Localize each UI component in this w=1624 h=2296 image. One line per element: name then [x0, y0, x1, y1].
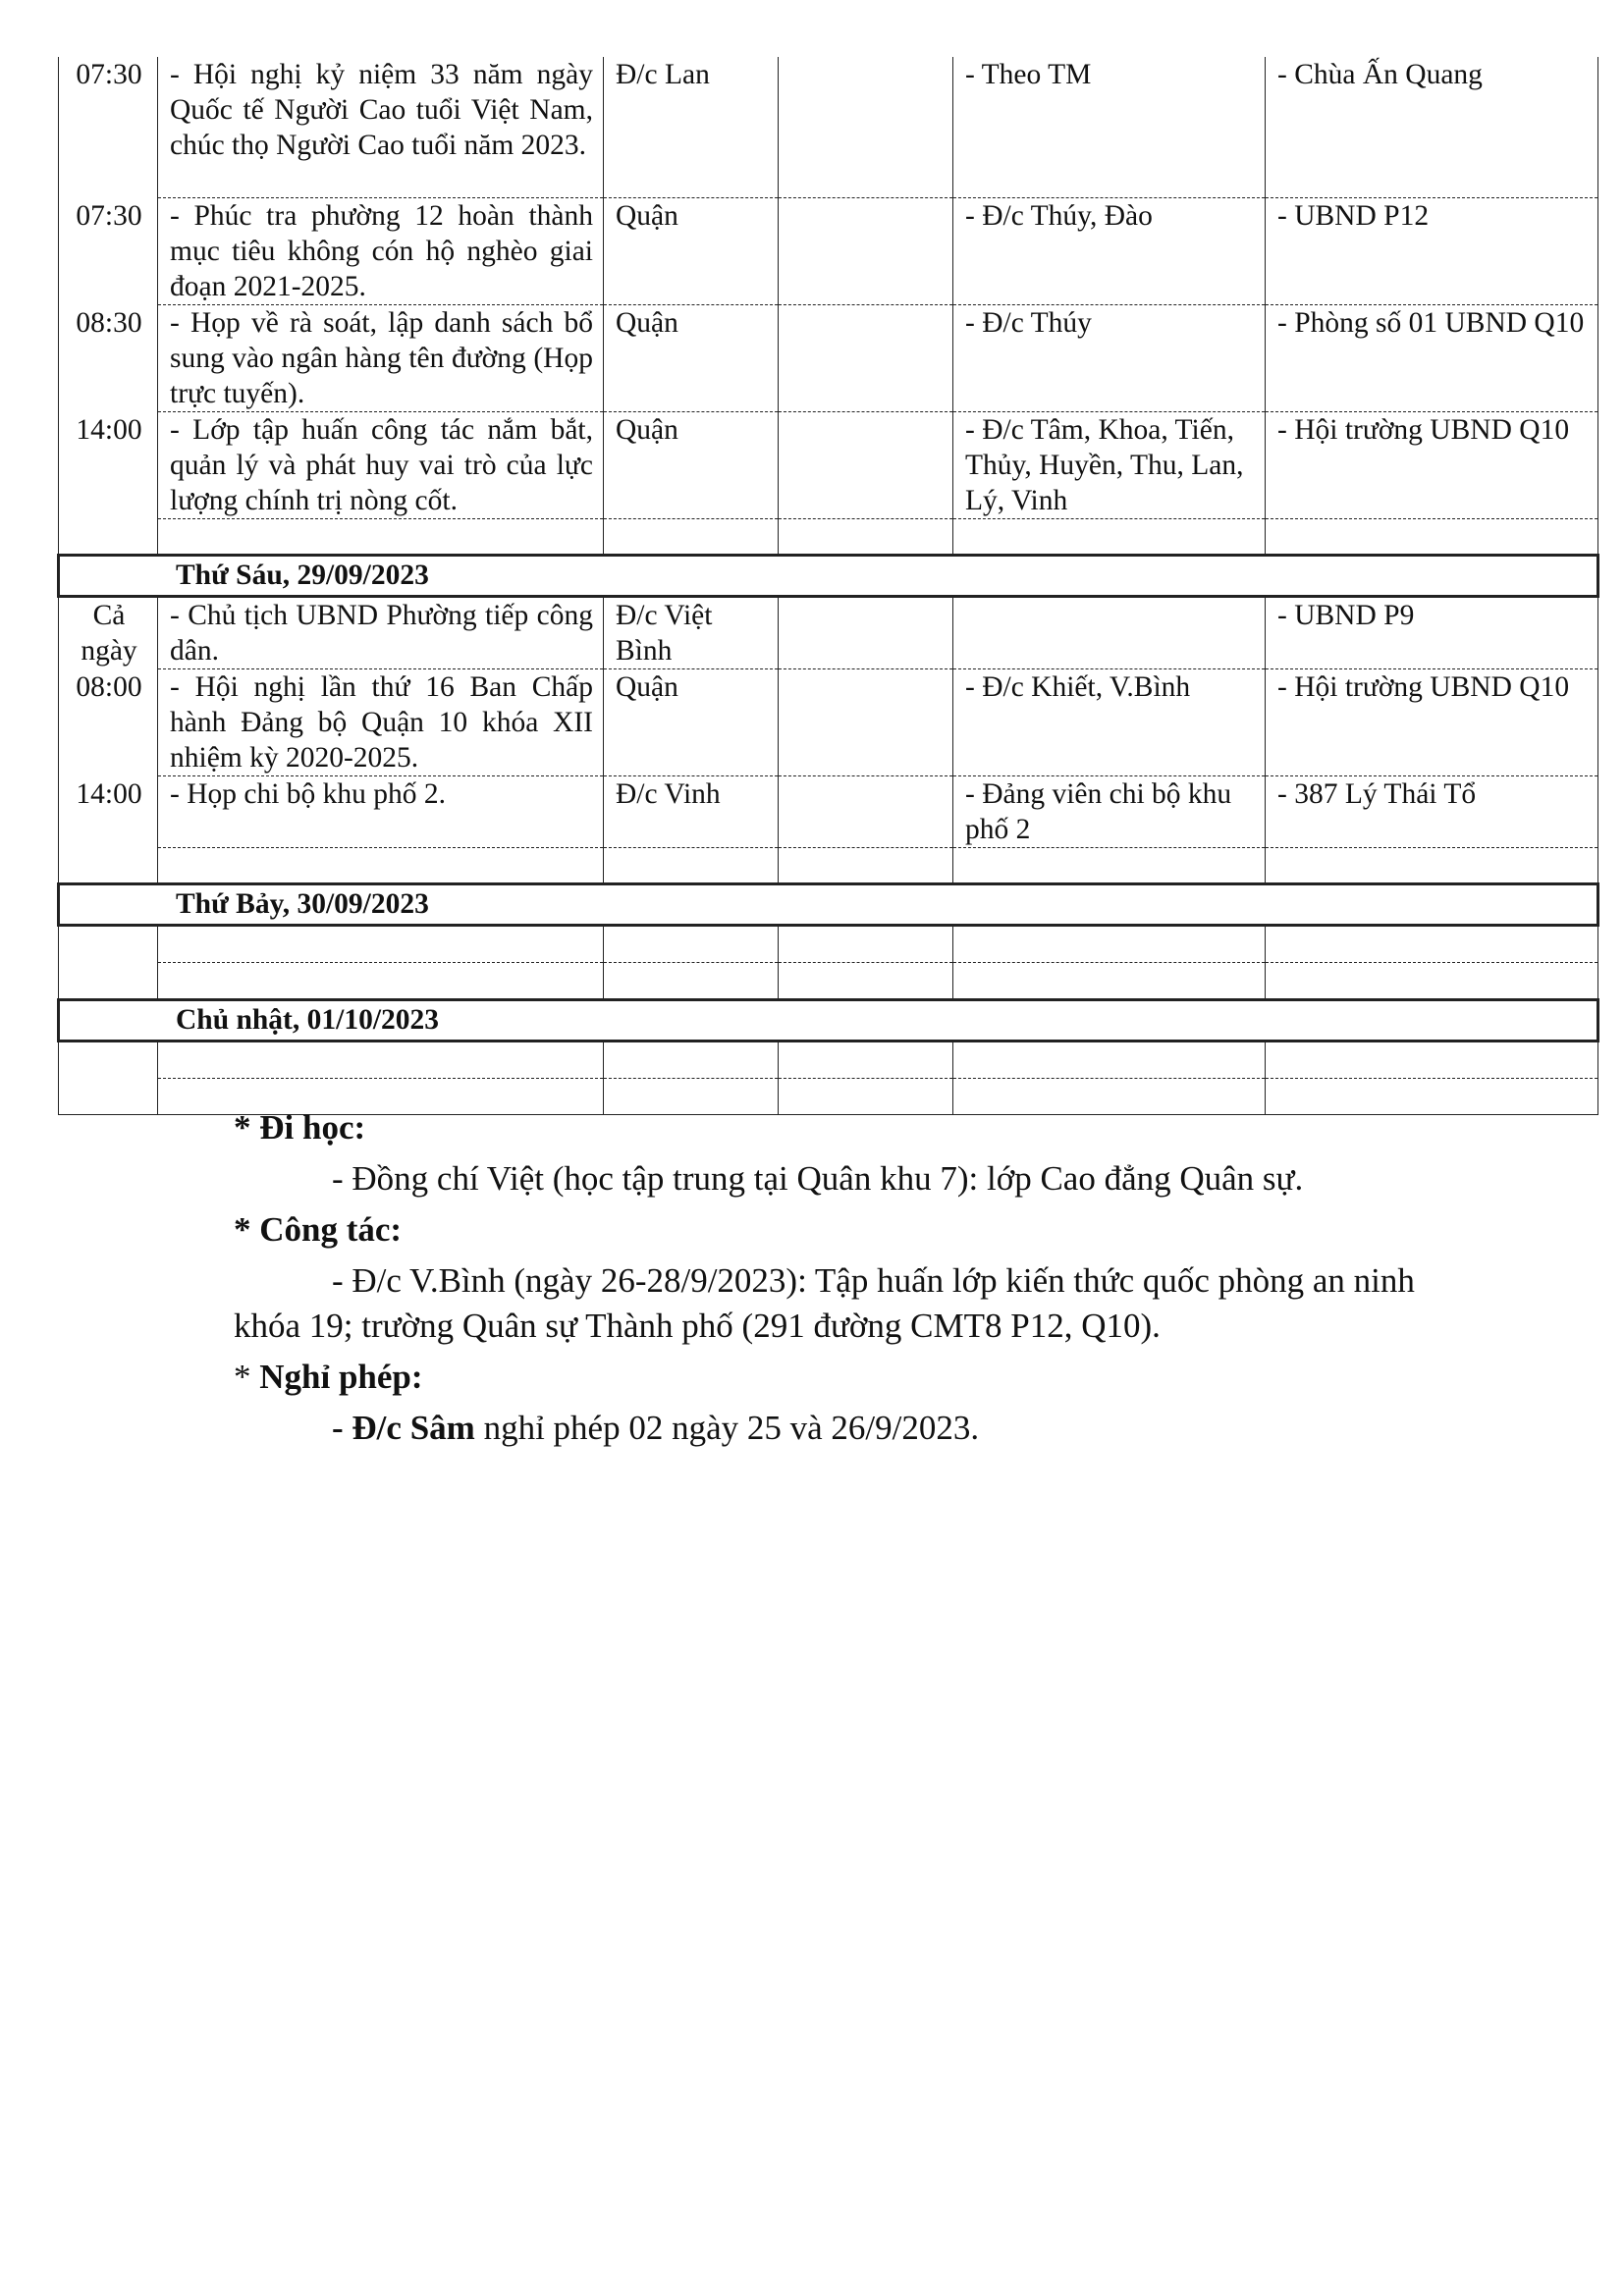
lead-cell: Quận	[604, 198, 779, 305]
lead-cell: Quận	[604, 669, 779, 776]
schedule-table	[57, 57, 1599, 1115]
notes-section	[234, 1105, 1471, 1457]
time-cell: 14:00	[59, 412, 158, 519]
place-cell: - Hội trường UBND Q10	[1266, 412, 1598, 519]
table-row	[59, 669, 1598, 776]
content-cell: - Phúc tra phường 12 hoàn thành mục tiêu không cón hộ nghèo giai đoạn 2021-2025.	[158, 198, 604, 305]
table-row	[59, 776, 1598, 848]
table-row	[59, 198, 1598, 305]
table-row	[59, 597, 1598, 669]
leave-person: - Đ/c Sâm	[332, 1409, 475, 1447]
lead-cell: Quận	[604, 412, 779, 519]
empty-row	[59, 1041, 1598, 1079]
prep-cell	[779, 198, 953, 305]
place-cell: - Phòng số 01 UBND Q10	[1266, 305, 1598, 412]
content-cell: - Họp về rà soát, lập danh sách bổ sung vào ngân hàng tên đường (Họp trực tuyến).	[158, 305, 604, 412]
day-title: Chủ nhật, 01/10/2023	[59, 1000, 1598, 1041]
place-cell: - Chùa Ấn Quang	[1266, 57, 1598, 198]
time-cell: Cả ngày	[59, 597, 158, 669]
time-cell: 07:30	[59, 57, 158, 198]
empty-row	[59, 848, 1598, 884]
prep-cell	[779, 57, 953, 198]
prep-cell	[779, 305, 953, 412]
empty-row	[59, 963, 1598, 1000]
study-text: - Đồng chí Việt (học tập trung tại Quân khu 7): lớp Cao đẳng Quân sự.	[332, 1159, 1304, 1198]
content-cell: - Họp chi bộ khu phố 2.	[158, 776, 604, 848]
leave-detail: nghỉ phép 02 ngày 25 và 26/9/2023.	[474, 1409, 980, 1447]
attend-cell	[953, 597, 1266, 669]
attend-cell: - Đ/c Thúy, Đào	[953, 198, 1266, 305]
leave-heading	[234, 1355, 1471, 1400]
leave-text	[234, 1406, 1471, 1451]
place-cell: - 387 Lý Thái Tổ	[1266, 776, 1598, 848]
empty-row	[59, 519, 1598, 556]
attend-cell: - Đ/c Tâm, Khoa, Tiến, Thủy, Huyền, Thu, Lan, Lý, Vinh	[953, 412, 1266, 519]
day-header-saturday	[59, 884, 1598, 926]
place-cell: - UBND P9	[1266, 597, 1598, 669]
work-heading: * Công tác:	[234, 1210, 403, 1249]
lead-cell: Đ/c Việt Bình	[604, 597, 779, 669]
lead-cell: Quận	[604, 305, 779, 412]
table-row	[59, 412, 1598, 519]
day-title: Thứ Bảy, 30/09/2023	[59, 884, 1598, 926]
content-cell: - Hội nghị lần thứ 16 Ban Chấp hành Đảng bộ Quận 10 khóa XII nhiệm kỳ 2020-2025.	[158, 669, 604, 776]
lead-cell: Đ/c Lan	[604, 57, 779, 198]
empty-row	[59, 926, 1598, 963]
place-cell: - UBND P12	[1266, 198, 1598, 305]
prep-cell	[779, 776, 953, 848]
attend-cell: - Đảng viên chi bộ khu phố 2	[953, 776, 1266, 848]
leave-star: *	[234, 1358, 260, 1396]
leave-heading-label: Nghỉ phép:	[259, 1358, 423, 1396]
attend-cell: - Đ/c Khiết, V.Bình	[953, 669, 1266, 776]
time-cell: 08:30	[59, 305, 158, 412]
place-cell: - Hội trường UBND Q10	[1266, 669, 1598, 776]
prep-cell	[779, 597, 953, 669]
content-cell: - Hội nghị kỷ niệm 33 năm ngày Quốc tế Người Cao tuổi Việt Nam, chúc thọ Người Cao tuổi năm 2023.	[158, 57, 604, 198]
attend-cell: - Theo TM	[953, 57, 1266, 198]
time-cell: 07:30	[59, 198, 158, 305]
lead-cell: Đ/c Vinh	[604, 776, 779, 848]
content-cell: - Lớp tập huấn công tác nắm bắt, quản lý và phát huy vai trò của lực lượng chính trị nòng cốt.	[158, 412, 604, 519]
content-cell: - Chủ tịch UBND Phường tiếp công dân.	[158, 597, 604, 669]
time-cell: 14:00	[59, 776, 158, 848]
prep-cell	[779, 412, 953, 519]
day-title: Thứ Sáu, 29/09/2023	[59, 556, 1598, 597]
table-row	[59, 305, 1598, 412]
day-header-sunday	[59, 1000, 1598, 1041]
work-text: - Đ/c V.Bình (ngày 26-28/9/2023): Tập huấn lớp kiến thức quốc phòng an ninh khóa 19; trường Quân sự Thành phố (291 đường CMT8 P12, Q10).	[234, 1261, 1415, 1345]
time-cell: 08:00	[59, 669, 158, 776]
day-header-friday	[59, 556, 1598, 597]
study-heading: * Đi học:	[234, 1108, 366, 1147]
prep-cell	[779, 669, 953, 776]
table-row	[59, 57, 1598, 198]
attend-cell: - Đ/c Thúy	[953, 305, 1266, 412]
